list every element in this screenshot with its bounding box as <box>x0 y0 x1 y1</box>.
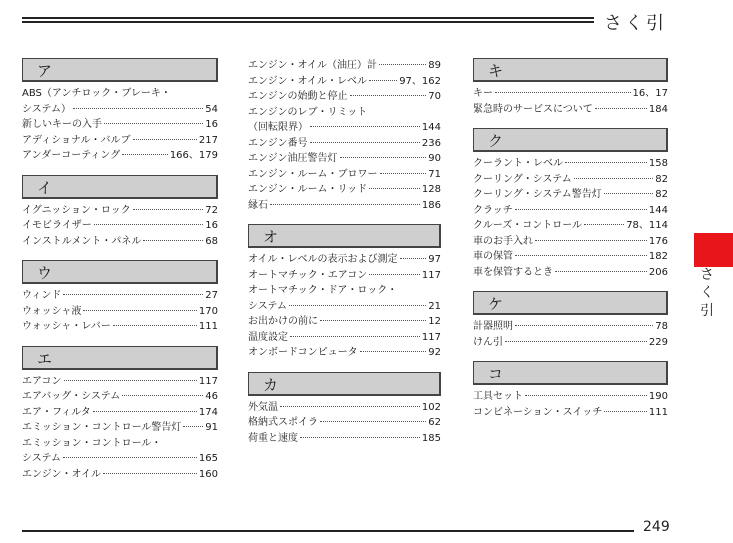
index-entry <box>22 420 218 436</box>
index-entry-page: 128 <box>421 184 441 195</box>
index-entry <box>248 182 441 198</box>
index-column-1 <box>22 58 218 493</box>
index-entry <box>248 283 441 314</box>
index-entry-term: クルーズ・コントロール <box>473 220 582 231</box>
dot-leader <box>515 325 653 326</box>
index-entry <box>248 105 441 136</box>
index-entry <box>248 345 441 361</box>
index-entry <box>248 252 441 268</box>
dot-leader <box>584 224 624 225</box>
dot-leader <box>122 395 203 396</box>
index-entry <box>248 268 441 284</box>
section-heading: ケ <box>473 291 668 315</box>
index-entry <box>473 156 668 172</box>
section-heading: ア <box>22 58 218 82</box>
index-entry-page: 16 <box>205 119 218 130</box>
dot-leader <box>369 188 420 189</box>
index-entry-page: 68 <box>205 235 218 247</box>
index-entry <box>248 198 441 214</box>
dot-leader <box>310 142 420 143</box>
index-entry <box>22 203 218 219</box>
index-entry-term: 車のお手入れ <box>473 235 533 247</box>
index-entry <box>22 436 218 467</box>
index-entry-term: アンダーコーティング <box>22 150 121 161</box>
dot-leader <box>604 411 647 412</box>
index-entry-term: エンジンの始動と停止 <box>248 91 348 102</box>
index-entry-term: けん引 <box>473 336 503 348</box>
index-entry <box>22 288 218 304</box>
footer-rule <box>22 530 634 532</box>
index-entry-page: 185 <box>421 432 441 444</box>
index-entry-page: 174 <box>198 406 218 418</box>
index-entry-term: 外気温 <box>248 401 278 413</box>
index-entry-term-line1: ABS（アンチロック・ブレーキ・ <box>22 88 171 99</box>
index-entry-term: システム <box>248 300 287 312</box>
dot-leader <box>515 209 647 210</box>
section-heading: エ <box>22 346 218 370</box>
index-entry-term: クラッチ <box>473 204 513 216</box>
index-entry-page: 229 <box>648 336 668 348</box>
side-index-label: さく引 <box>700 267 714 319</box>
index-entry-page: 176 <box>648 235 668 247</box>
index-entry-page: 160 <box>198 468 218 480</box>
index-entry-term: エンジン油圧警告灯 <box>248 153 338 164</box>
dot-leader <box>64 380 197 381</box>
index-entry-term: 車の保管 <box>473 251 513 262</box>
dot-leader <box>73 108 203 109</box>
index-entry <box>248 330 441 346</box>
index-entry <box>473 234 668 250</box>
index-entry-page: 91 <box>205 422 218 433</box>
index-entry-term: エアコン <box>22 375 62 387</box>
dot-leader <box>495 92 631 93</box>
dot-leader <box>290 336 420 337</box>
index-entry <box>248 400 441 416</box>
dot-leader <box>270 204 420 205</box>
index-entry-term: 温度設定 <box>248 331 288 343</box>
index-entry-term: エミッション・コントロール警告灯 <box>22 422 182 433</box>
index-section <box>248 372 441 447</box>
index-entry-term: クーリング・システム警告灯 <box>473 189 602 200</box>
index-entry-page: 92 <box>428 347 441 358</box>
index-entry-term: オイル・レベルの表示および測定 <box>248 254 398 265</box>
index-entry-term: エンジン・オイル <box>22 468 101 480</box>
index-entry <box>473 405 668 421</box>
index-entry-page: 97 <box>428 254 441 265</box>
index-entry-term: 新しいキーの入手 <box>22 119 102 130</box>
index-entry-term: お出かけの前に <box>248 316 318 327</box>
index-entry-term-line1: エンジンのレブ・リミット <box>248 106 368 118</box>
index-entry-page: 158 <box>648 158 668 169</box>
index-entry-page: 102 <box>421 401 441 413</box>
dot-leader <box>360 351 427 352</box>
section-heading: オ <box>248 224 441 248</box>
dot-leader <box>515 255 647 256</box>
dot-leader <box>183 426 203 427</box>
side-index-tab <box>694 233 733 267</box>
dot-leader <box>525 395 647 396</box>
index-entry <box>473 389 668 405</box>
section-heading: キ <box>473 58 668 82</box>
index-entry <box>473 249 668 265</box>
index-entry <box>22 86 218 117</box>
index-entry-term: 車を保管するとき <box>473 266 553 278</box>
section-heading: ク <box>473 128 668 152</box>
dot-leader <box>380 173 427 174</box>
dot-leader <box>604 193 653 194</box>
index-entry-term: コンビネーション・スイッチ <box>473 406 603 418</box>
dot-leader <box>369 274 420 275</box>
index-entry <box>473 187 668 203</box>
index-entry-page: 78、114 <box>626 220 668 231</box>
page-number: 249 <box>643 519 670 535</box>
index-entry-page: 144 <box>421 122 441 133</box>
index-entry-page: 97、162 <box>399 75 441 87</box>
index-entry-page: 117 <box>198 375 218 387</box>
index-entry <box>22 133 218 149</box>
index-entry <box>248 314 441 330</box>
index-entry-term: 緊急時のサービスについて <box>473 103 593 115</box>
index-entry-term: 格納式スポイラ <box>248 417 318 428</box>
index-entry-page: 117 <box>421 331 441 343</box>
index-entry-term: イモビライザー <box>22 220 92 231</box>
dot-leader <box>379 64 426 65</box>
index-entry-term: アディショナル・バルブ <box>22 134 131 146</box>
dot-leader <box>574 178 653 179</box>
index-column-2 <box>248 58 441 457</box>
section-heading: ウ <box>22 260 218 284</box>
dot-leader <box>535 240 647 241</box>
index-entry-term: オンボードコンピュータ <box>248 347 358 358</box>
index-entry-page: 206 <box>648 266 668 278</box>
index-section <box>473 291 668 350</box>
index-entry-term: ウィンド <box>22 290 62 301</box>
index-entry-term: エア・フィルタ <box>22 406 91 418</box>
dot-leader <box>143 240 203 241</box>
dot-leader <box>63 457 197 458</box>
index-entry-page: 62 <box>428 417 441 428</box>
index-entry-page: 54 <box>205 103 218 115</box>
index-entry-term: クーラント・レベル <box>473 158 563 169</box>
index-entry <box>248 58 441 74</box>
dot-leader <box>104 123 203 124</box>
index-entry-page: 182 <box>648 251 668 262</box>
index-entry <box>473 218 668 234</box>
index-entry-term: キー <box>473 88 493 99</box>
dot-leader <box>289 305 426 306</box>
index-entry <box>248 151 441 167</box>
index-entry-term: エンジン・オイル・レベル <box>248 75 367 87</box>
index-entry-term: 工具セット <box>473 391 523 402</box>
index-entry <box>248 167 441 183</box>
dot-leader <box>505 341 647 342</box>
dot-leader <box>320 421 426 422</box>
index-entry-page: 46 <box>205 391 218 402</box>
index-entry-page: 217 <box>198 134 218 146</box>
index-entry-page: 166、179 <box>169 150 218 161</box>
index-entry-term: システム） <box>22 103 71 115</box>
index-entry-page: 144 <box>648 204 668 216</box>
section-heading: イ <box>22 175 218 199</box>
index-entry-page: 16 <box>205 220 218 231</box>
dot-leader <box>122 154 168 155</box>
index-entry <box>248 415 441 431</box>
index-section <box>22 58 218 164</box>
index-entry-page: 82 <box>655 173 668 185</box>
dot-leader <box>565 162 647 163</box>
index-entry-page: 70 <box>428 91 441 102</box>
index-entry-page: 165 <box>198 453 218 464</box>
index-entry-term: クーリング・システム <box>473 173 572 185</box>
index-entry-page: 90 <box>428 153 441 164</box>
index-entry-page: 111 <box>648 406 668 418</box>
index-entry-page: 89 <box>428 60 441 71</box>
index-entry-term: エンジン・ルーム・ブロワー <box>248 168 378 180</box>
dot-leader <box>595 108 647 109</box>
header-rule <box>22 17 594 23</box>
index-section <box>248 58 441 213</box>
index-entry-term: 荷重と速度 <box>248 432 298 444</box>
index-entry-term: イグニッション・ロック <box>22 204 131 216</box>
index-entry-page: 12 <box>428 316 441 327</box>
index-entry <box>473 319 668 335</box>
dot-leader <box>369 80 397 81</box>
dot-leader <box>63 294 203 295</box>
index-section <box>248 224 441 361</box>
index-entry <box>22 148 218 164</box>
index-entry-page: 236 <box>421 137 441 149</box>
index-entry <box>22 374 218 390</box>
index-column-3 <box>473 58 668 431</box>
index-entry <box>248 74 441 90</box>
index-entry-term: ウォッシャ・レバー <box>22 321 111 332</box>
index-entry-term: 計器照明 <box>473 321 513 332</box>
index-entry <box>22 117 218 133</box>
index-entry-term: オートマチック・エアコン <box>248 269 368 281</box>
index-entry <box>473 265 668 281</box>
index-entry-term-line1: エミッション・コントロール・ <box>22 437 162 449</box>
dot-leader <box>400 258 427 259</box>
dot-leader <box>310 126 420 127</box>
index-entry-page: 27 <box>205 290 218 301</box>
dot-leader <box>555 271 647 272</box>
index-entry <box>248 431 441 447</box>
index-entry-page: 72 <box>205 204 218 216</box>
index-section <box>22 260 218 335</box>
index-entry <box>22 234 218 250</box>
section-heading: コ <box>473 361 668 385</box>
index-entry-page: 21 <box>428 300 441 312</box>
index-section <box>473 361 668 420</box>
index-entry <box>473 86 668 102</box>
index-entry-page: 71 <box>428 168 441 180</box>
index-entry-term: エンジン番号 <box>248 137 308 149</box>
index-entry <box>473 102 668 118</box>
dot-leader <box>133 139 197 140</box>
dot-leader <box>300 437 420 438</box>
index-entry-term: エアバッグ・システム <box>22 391 121 402</box>
index-entry-term: （回転限界） <box>248 122 308 133</box>
index-entry <box>248 89 441 105</box>
index-entry-page: 190 <box>648 391 668 402</box>
index-entry <box>22 304 218 320</box>
dot-leader <box>340 157 427 158</box>
index-entry <box>473 172 668 188</box>
dot-leader <box>93 411 197 412</box>
index-entry <box>22 319 218 335</box>
index-entry-page: 78 <box>655 321 668 332</box>
index-entry-term: 縁石 <box>248 199 268 211</box>
dot-leader <box>103 473 197 474</box>
index-section <box>473 128 668 280</box>
index-entry <box>473 335 668 351</box>
index-entry <box>22 218 218 234</box>
index-entry-term: インストルメント・パネル <box>22 235 142 247</box>
index-entry-page: 117 <box>421 269 441 281</box>
index-entry <box>22 405 218 421</box>
index-entry-page: 16、17 <box>632 88 668 99</box>
dot-leader <box>133 209 203 210</box>
dot-leader <box>280 406 420 407</box>
page-title: さく引 <box>604 13 667 34</box>
index-entry <box>22 389 218 405</box>
index-entry-term-line1: オートマチック・ドア・ロック・ <box>248 285 398 296</box>
index-entry-term: エンジン・ルーム・リッド <box>248 184 368 195</box>
index-entry <box>473 203 668 219</box>
dot-leader <box>94 224 204 225</box>
index-entry-page: 170 <box>198 305 218 317</box>
index-section <box>22 175 218 250</box>
index-entry-page: 111 <box>198 321 218 332</box>
index-entry <box>248 136 441 152</box>
section-heading: カ <box>248 372 441 396</box>
index-section <box>22 346 218 483</box>
index-entry-term: システム <box>22 453 61 464</box>
index-entry-page: 82 <box>655 189 668 200</box>
dot-leader <box>350 95 427 96</box>
dot-leader <box>320 320 426 321</box>
index-entry-term: ウォッシャ液 <box>22 305 82 317</box>
index-entry-page: 186 <box>421 199 441 211</box>
index-entry-term: エンジン・オイル（油圧）計 <box>248 60 377 71</box>
dot-leader <box>83 310 197 311</box>
index-entry <box>22 467 218 483</box>
index-section <box>473 58 668 117</box>
index-entry-page: 184 <box>648 103 668 115</box>
dot-leader <box>113 325 197 326</box>
